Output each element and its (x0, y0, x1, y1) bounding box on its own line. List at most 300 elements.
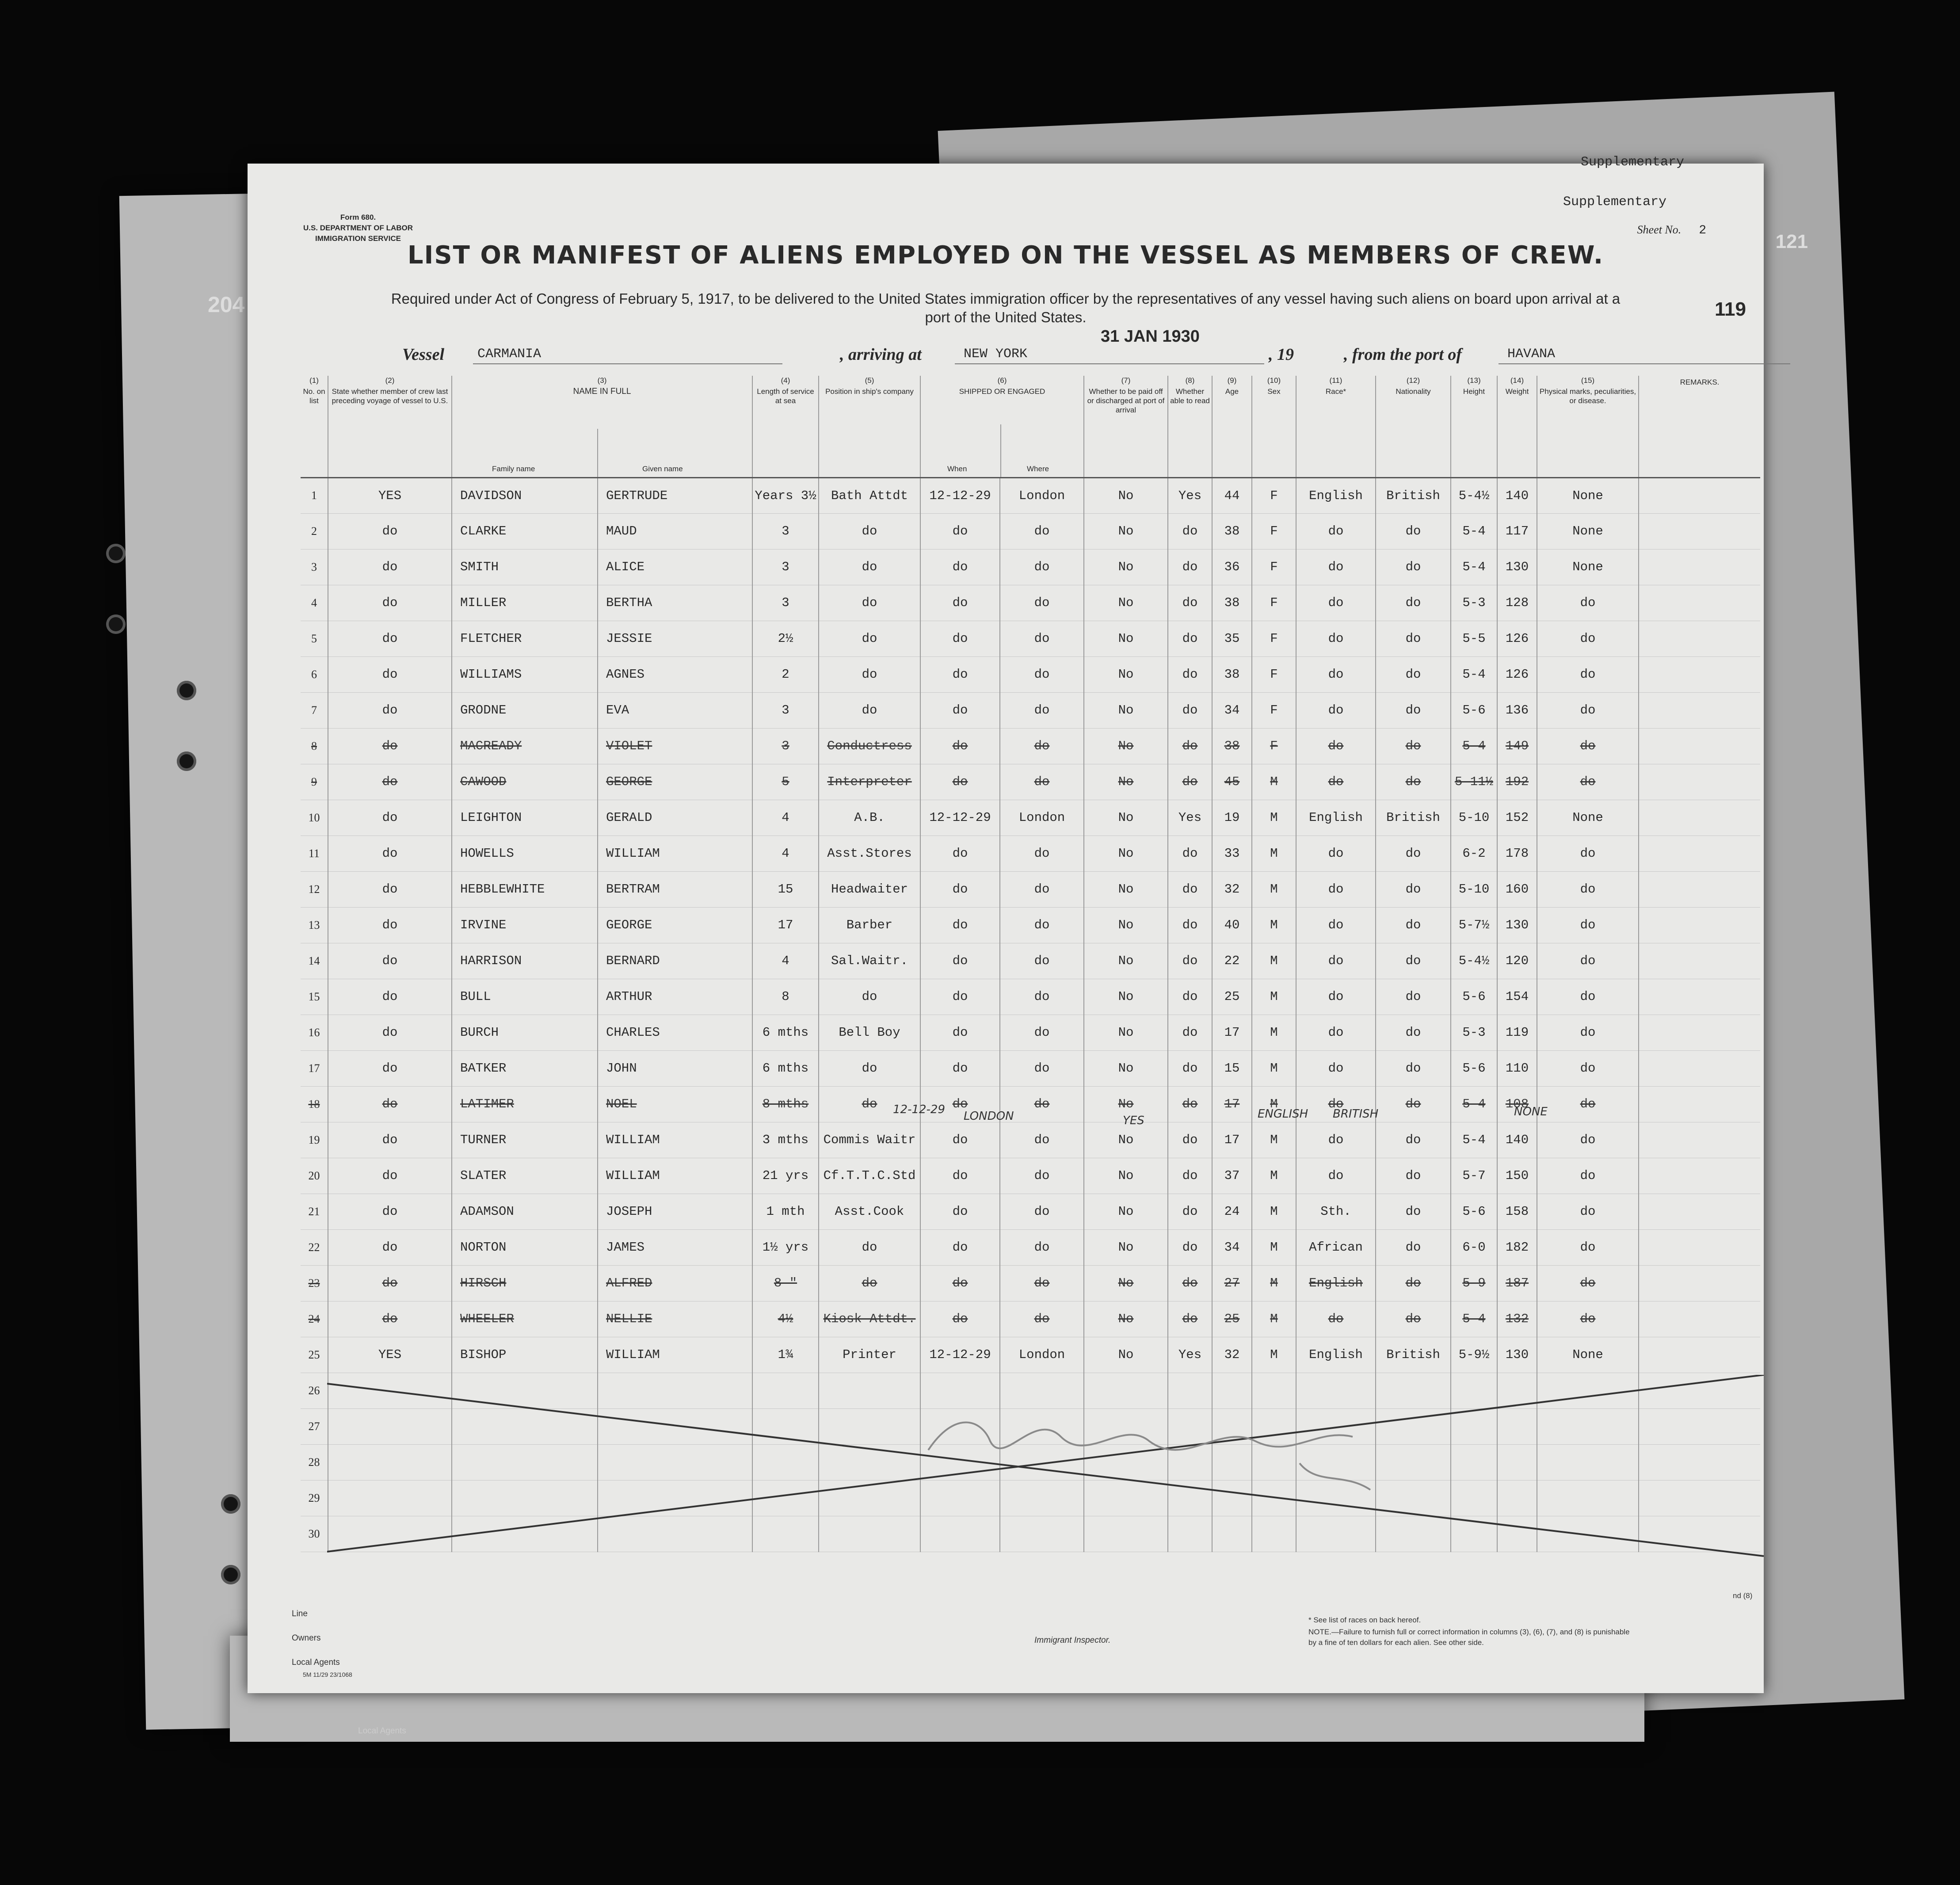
cell-member: do (328, 1194, 452, 1229)
punch-hole (221, 1565, 240, 1584)
service: IMMIGRATION SERVICE (315, 234, 401, 243)
cell-when: do (920, 764, 1000, 800)
cell-sex: M (1252, 979, 1296, 1015)
cell-no: 17 (301, 1050, 328, 1086)
cell-nationality: British (1376, 800, 1451, 836)
cell-race: African (1296, 1229, 1376, 1265)
cell-remarks (1639, 1122, 1760, 1158)
cell-height: 5-10 (1451, 800, 1497, 836)
cell-when: do (920, 1301, 1000, 1337)
handwritten-nationality: BRITISH (1333, 1107, 1379, 1121)
cell-race: English (1296, 1337, 1376, 1373)
cell-race: do (1296, 871, 1376, 907)
cell-family: ADAMSON (452, 1194, 598, 1229)
cell-race: do (1296, 728, 1376, 764)
cell-weight: 117 (1497, 513, 1537, 549)
cell-sex: F (1252, 656, 1296, 692)
cell-family: CAWOOD (452, 764, 598, 800)
cell-age: 40 (1212, 907, 1252, 943)
cell-family: BULL (452, 979, 598, 1015)
cell-family: LEIGHTON (452, 800, 598, 836)
cell-position: Bath Attdt (819, 477, 920, 513)
cell-where: do (1000, 621, 1084, 656)
cell-position: Interpreter (819, 764, 920, 800)
table-row (301, 1158, 1760, 1194)
cell-where: do (1000, 692, 1084, 728)
cell-position: do (819, 585, 920, 621)
cell-service: 8 " (752, 1265, 819, 1301)
cell-read: do (1168, 692, 1212, 728)
cell-marks: do (1537, 585, 1639, 621)
cell-paid-off: No (1084, 1122, 1168, 1158)
cell-marks: do (1537, 764, 1639, 800)
cell-height: 5-4 (1451, 549, 1497, 585)
cell-service: 6 mths (752, 1015, 819, 1050)
cell-position: Asst.Cook (819, 1194, 920, 1229)
cell-no: 16 (301, 1015, 328, 1050)
cell-weight: 158 (1497, 1194, 1537, 1229)
cell-service: 17 (752, 907, 819, 943)
cell-read: do (1168, 1301, 1212, 1337)
cell-weight: 108 (1497, 1086, 1537, 1122)
cell-position: Bell Boy (819, 1015, 920, 1050)
manifest-title: LIST OR MANIFEST OF ALIENS EMPLOYED ON THE VESSEL AS MEMBERS OF CREW. (407, 241, 1604, 270)
col-age: (9) Age (1212, 376, 1252, 477)
cell-weight: 182 (1497, 1229, 1537, 1265)
cell-read: do (1168, 1229, 1212, 1265)
cell-position: do (819, 1229, 920, 1265)
cell-height: 5-6 (1451, 692, 1497, 728)
cell-age: 36 (1212, 549, 1252, 585)
cell-service: Years 3½ (752, 477, 819, 513)
cell-family: TURNER (452, 1122, 598, 1158)
cell-paid-off: No (1084, 979, 1168, 1015)
cell-when: do (920, 979, 1000, 1015)
cell-remarks (1639, 513, 1760, 549)
cell-position: Asst.Stores (819, 836, 920, 871)
cell-sex: M (1252, 907, 1296, 943)
cell-no: 14 (301, 943, 328, 979)
cell-member: YES (328, 477, 452, 513)
table-row (301, 692, 1760, 728)
cell-age: 44 (1212, 477, 1252, 513)
table-row (301, 836, 1760, 871)
cell-no: 10 (301, 800, 328, 836)
cell-read: do (1168, 1158, 1212, 1194)
cell-nationality: do (1376, 1265, 1451, 1301)
cell-height: 5-7½ (1451, 907, 1497, 943)
col-position: (5) Position in ship's company (819, 376, 920, 477)
cell-remarks (1639, 1050, 1760, 1086)
cell-weight: 140 (1497, 1122, 1537, 1158)
cell-paid-off: No (1084, 477, 1168, 513)
cell-height: 5-4 (1451, 1122, 1497, 1158)
cell-remarks (1639, 1229, 1760, 1265)
cell-no: 2 (301, 513, 328, 549)
cell-given: VIOLET (598, 728, 752, 764)
cell-marks: do (1537, 1015, 1639, 1050)
cell-weight: 130 (1497, 549, 1537, 585)
handwritten-race: ENGLISH (1258, 1107, 1308, 1121)
cell-marks: None (1537, 477, 1639, 513)
cell-sex: M (1252, 1301, 1296, 1337)
under-page-number: 204 (208, 292, 245, 317)
cell-family: IRVINE (452, 907, 598, 943)
cell-given: ALICE (598, 549, 752, 585)
cell-paid-off: No (1084, 943, 1168, 979)
cell-race: do (1296, 1301, 1376, 1337)
handwritten-read: YES (1123, 1114, 1144, 1127)
cell-remarks (1639, 979, 1760, 1015)
cell-when: do (920, 585, 1000, 621)
cell-when: do (920, 871, 1000, 907)
cell-race: do (1296, 1158, 1376, 1194)
cell-service: 4 (752, 943, 819, 979)
cell-weight: 120 (1497, 943, 1537, 979)
sheet-number: Sheet No. 2 (1637, 223, 1706, 237)
cell-member: do (328, 549, 452, 585)
cell-given: EVA (598, 692, 752, 728)
cell-marks: None (1537, 513, 1639, 549)
cell-remarks (1639, 907, 1760, 943)
vessel-name: CARMANIA (477, 347, 541, 362)
cell-nationality: do (1376, 585, 1451, 621)
cell-race: do (1296, 836, 1376, 871)
cell-nationality: do (1376, 656, 1451, 692)
cell-no: 26 (301, 1373, 328, 1408)
cell-nationality: do (1376, 764, 1451, 800)
cell-given: NELLIE (598, 1301, 752, 1337)
cell-member: do (328, 1229, 452, 1265)
cell-no: 15 (301, 979, 328, 1015)
cell-sex: F (1252, 692, 1296, 728)
cell-sex: M (1252, 1194, 1296, 1229)
cell-no: 12 (301, 871, 328, 907)
cell-read: do (1168, 513, 1212, 549)
cell-paid-off: No (1084, 871, 1168, 907)
cell-nationality: do (1376, 1086, 1451, 1122)
cell-weight: 130 (1497, 1337, 1537, 1373)
cell-weight: 152 (1497, 800, 1537, 836)
cell-given: MAUD (598, 513, 752, 549)
cell-race: do (1296, 979, 1376, 1015)
cell-given: BERTRAM (598, 871, 752, 907)
cell-no: 5 (301, 621, 328, 656)
cell-remarks (1639, 1265, 1760, 1301)
cell-marks: do (1537, 1301, 1639, 1337)
cell-sex: F (1252, 477, 1296, 513)
cell-given: WILLIAM (598, 1337, 752, 1373)
cell-member: do (328, 728, 452, 764)
cell-given: ARTHUR (598, 979, 752, 1015)
cell-nationality: do (1376, 692, 1451, 728)
cell-member: do (328, 585, 452, 621)
cell-race: do (1296, 621, 1376, 656)
cell-sex: M (1252, 1229, 1296, 1265)
cell-given: JOSEPH (598, 1194, 752, 1229)
cell-member: do (328, 764, 452, 800)
cell-family: BURCH (452, 1015, 598, 1050)
cell-marks: do (1537, 1229, 1639, 1265)
cell-when: do (920, 513, 1000, 549)
cell-marks: do (1537, 907, 1639, 943)
cell-age: 17 (1212, 1086, 1252, 1122)
cell-given: NOEL (598, 1086, 752, 1122)
cell-age: 34 (1212, 1229, 1252, 1265)
cell-read: do (1168, 585, 1212, 621)
cell-paid-off: No (1084, 692, 1168, 728)
cell-weight: 126 (1497, 656, 1537, 692)
cell-nationality: do (1376, 513, 1451, 549)
supplementary-stamp-1: Supplementary (1580, 155, 1684, 170)
table-row (301, 1122, 1760, 1158)
cell-service: 1½ yrs (752, 1229, 819, 1265)
cell-family: HARRISON (452, 943, 598, 979)
cell-where: London (1000, 477, 1084, 513)
cell-paid-off: No (1084, 656, 1168, 692)
cell-paid-off: No (1084, 1229, 1168, 1265)
cell-marks: do (1537, 1158, 1639, 1194)
cell-position: do (819, 513, 920, 549)
under-local-agents: Local Agents (358, 1726, 406, 1736)
cell-where: do (1000, 513, 1084, 549)
cell-race: do (1296, 764, 1376, 800)
cell-read: do (1168, 871, 1212, 907)
cell-sex: M (1252, 1050, 1296, 1086)
cell-member: do (328, 1086, 452, 1122)
cell-height: 5-6 (1451, 1050, 1497, 1086)
cell-when: 12-12-29 (920, 1337, 1000, 1373)
cell-family: HEBBLEWHITE (452, 871, 598, 907)
punch-hole (221, 1494, 240, 1514)
cell-marks: do (1537, 871, 1639, 907)
cell-service: 6 mths (752, 1050, 819, 1086)
cell-marks: do (1537, 1050, 1639, 1086)
table-row (301, 1194, 1760, 1229)
cell-weight: 136 (1497, 692, 1537, 728)
cell-no: 9 (301, 764, 328, 800)
cell-when: do (920, 1122, 1000, 1158)
cell-weight: 178 (1497, 836, 1537, 871)
cell-when: do (920, 1015, 1000, 1050)
col-marks: (15) Physical marks, peculiarities, or disease. (1537, 376, 1639, 477)
cell-given: GERTRUDE (598, 477, 752, 513)
cell-height: 5-4 (1451, 656, 1497, 692)
cell-where: do (1000, 1301, 1084, 1337)
cell-position: do (819, 1086, 920, 1122)
manifest-sheet (248, 155, 1808, 1693)
cell-paid-off: No (1084, 800, 1168, 836)
cell-service: 3 (752, 728, 819, 764)
cell-member: do (328, 979, 452, 1015)
cell-remarks (1639, 800, 1760, 836)
edge-fragment: nd (8) (1733, 1591, 1753, 1600)
cell-nationality: do (1376, 979, 1451, 1015)
cell-height: 5-4½ (1451, 943, 1497, 979)
cell-marks: None (1537, 549, 1639, 585)
cell-race: English (1296, 477, 1376, 513)
punch-hole (177, 681, 196, 700)
cell-race: do (1296, 1050, 1376, 1086)
cell-weight: 154 (1497, 979, 1537, 1015)
cell-weight: 140 (1497, 477, 1537, 513)
table-row (301, 585, 1760, 621)
cell-height: 5-4 (1451, 728, 1497, 764)
cell-remarks (1639, 1158, 1760, 1194)
cell-no: 6 (301, 656, 328, 692)
cell-height: 5-7 (1451, 1158, 1497, 1194)
table-row (301, 979, 1760, 1015)
cell-nationality: do (1376, 1158, 1451, 1194)
cell-age: 38 (1212, 585, 1252, 621)
table-row (301, 1050, 1760, 1086)
cell-remarks (1639, 1015, 1760, 1050)
cell-service: 2½ (752, 621, 819, 656)
cell-paid-off: No (1084, 1301, 1168, 1337)
immigrant-inspector-label: Immigrant Inspector. (1034, 1636, 1111, 1645)
cell-no: 13 (301, 907, 328, 943)
cell-nationality: do (1376, 549, 1451, 585)
cell-paid-off: No (1084, 549, 1168, 585)
cell-weight: 130 (1497, 907, 1537, 943)
col-paid-off: (7) Whether to be paid off or discharged at port of arrival (1084, 376, 1168, 477)
cell-nationality: do (1376, 871, 1451, 907)
cell-given: WILLIAM (598, 836, 752, 871)
cell-age: 25 (1212, 979, 1252, 1015)
cell-height: 5-5 (1451, 621, 1497, 656)
footer-line: Line (292, 1609, 308, 1618)
cell-position: do (819, 621, 920, 656)
cell-given: BERNARD (598, 943, 752, 979)
table-row (301, 1265, 1760, 1301)
handwritten-when: 12-12-29 (893, 1103, 946, 1116)
cell-when: do (920, 621, 1000, 656)
col-weight: (14) Weight (1497, 376, 1537, 477)
cell-sex: F (1252, 585, 1296, 621)
cell-read: do (1168, 1050, 1212, 1086)
cell-paid-off: No (1084, 1086, 1168, 1122)
cell-nationality: do (1376, 907, 1451, 943)
cell-marks: do (1537, 1122, 1639, 1158)
table-header (301, 376, 1760, 477)
cell-marks: do (1537, 1086, 1639, 1122)
col-height: (13) Height (1451, 376, 1497, 477)
cell-member: do (328, 907, 452, 943)
cell-service: 1 mth (752, 1194, 819, 1229)
table-row (301, 477, 1760, 513)
cell-race: do (1296, 1122, 1376, 1158)
cell-service: 3 (752, 513, 819, 549)
table-row (301, 907, 1760, 943)
cell-age: 45 (1212, 764, 1252, 800)
cell-height: 5-4 (1451, 513, 1497, 549)
back-page-number: 121 (1775, 231, 1808, 252)
cell-sex: M (1252, 943, 1296, 979)
cell-paid-off: No (1084, 836, 1168, 871)
cell-where: do (1000, 1194, 1084, 1229)
cell-race: do (1296, 549, 1376, 585)
cell-given: GEORGE (598, 907, 752, 943)
cell-position: Commis Waitr (819, 1122, 920, 1158)
cell-paid-off: No (1084, 907, 1168, 943)
cell-sex: M (1252, 1086, 1296, 1122)
cell-race: do (1296, 692, 1376, 728)
table-row (301, 764, 1760, 800)
cell-read: do (1168, 764, 1212, 800)
cell-read: do (1168, 549, 1212, 585)
cell-nationality: do (1376, 621, 1451, 656)
punch-hole (106, 544, 126, 563)
table-row (301, 1015, 1760, 1050)
cell-member: do (328, 1265, 452, 1301)
cell-marks: do (1537, 621, 1639, 656)
date-stamp: 31 JAN 1930 (1101, 327, 1200, 346)
cell-position: Headwaiter (819, 871, 920, 907)
cell-when: do (920, 1086, 1000, 1122)
cell-race: do (1296, 1086, 1376, 1122)
cell-paid-off: No (1084, 764, 1168, 800)
cell-race: do (1296, 943, 1376, 979)
cell-when: do (920, 656, 1000, 692)
cell-height: 5-9 (1451, 1265, 1497, 1301)
cell-position: Conductress (819, 728, 920, 764)
cell-sex: M (1252, 1015, 1296, 1050)
cell-weight: 149 (1497, 728, 1537, 764)
cell-member: do (328, 800, 452, 836)
table-row (301, 621, 1760, 656)
cell-nationality: do (1376, 1229, 1451, 1265)
cell-age: 32 (1212, 1337, 1252, 1373)
cell-age: 38 (1212, 513, 1252, 549)
cell-paid-off: No (1084, 1158, 1168, 1194)
cell-remarks (1639, 1337, 1760, 1373)
cell-remarks (1639, 656, 1760, 692)
cell-read: Yes (1168, 477, 1212, 513)
form-number: Form 680. (340, 213, 376, 221)
cell-race: do (1296, 1015, 1376, 1050)
cell-age: 15 (1212, 1050, 1252, 1086)
cell-paid-off: No (1084, 1050, 1168, 1086)
supplementary-stamp-2: Supplementary (1563, 195, 1666, 210)
cell-where: do (1000, 1265, 1084, 1301)
cell-family: HOWELLS (452, 836, 598, 871)
cell-service: 3 mths (752, 1122, 819, 1158)
cell-remarks (1639, 764, 1760, 800)
cell-nationality: do (1376, 836, 1451, 871)
cell-position: do (819, 656, 920, 692)
cell-where: do (1000, 585, 1084, 621)
cell-service: 3 (752, 549, 819, 585)
vessel-line: Vessel CARMANIA , arriving at NEW YORK 31 JAN 1930 , 19 , from the port of HAVANA (402, 340, 1702, 367)
cell-sex: F (1252, 513, 1296, 549)
cell-read: Yes (1168, 1337, 1212, 1373)
table-row (301, 800, 1760, 836)
cell-height: 5-6 (1451, 979, 1497, 1015)
cell-position: Sal.Waitr. (819, 943, 920, 979)
cell-position: Printer (819, 1337, 920, 1373)
cell-paid-off: No (1084, 1194, 1168, 1229)
cell-race: English (1296, 1265, 1376, 1301)
cell-position: A.B. (819, 800, 920, 836)
table-row (301, 1337, 1760, 1373)
cell-position: Cf.T.T.C.Std (819, 1158, 920, 1194)
cell-member: do (328, 1301, 452, 1337)
cell-member: YES (328, 1337, 452, 1373)
cell-no: 7 (301, 692, 328, 728)
cell-sex: M (1252, 871, 1296, 907)
cell-age: 27 (1212, 1265, 1252, 1301)
cell-family: CLARKE (452, 513, 598, 549)
